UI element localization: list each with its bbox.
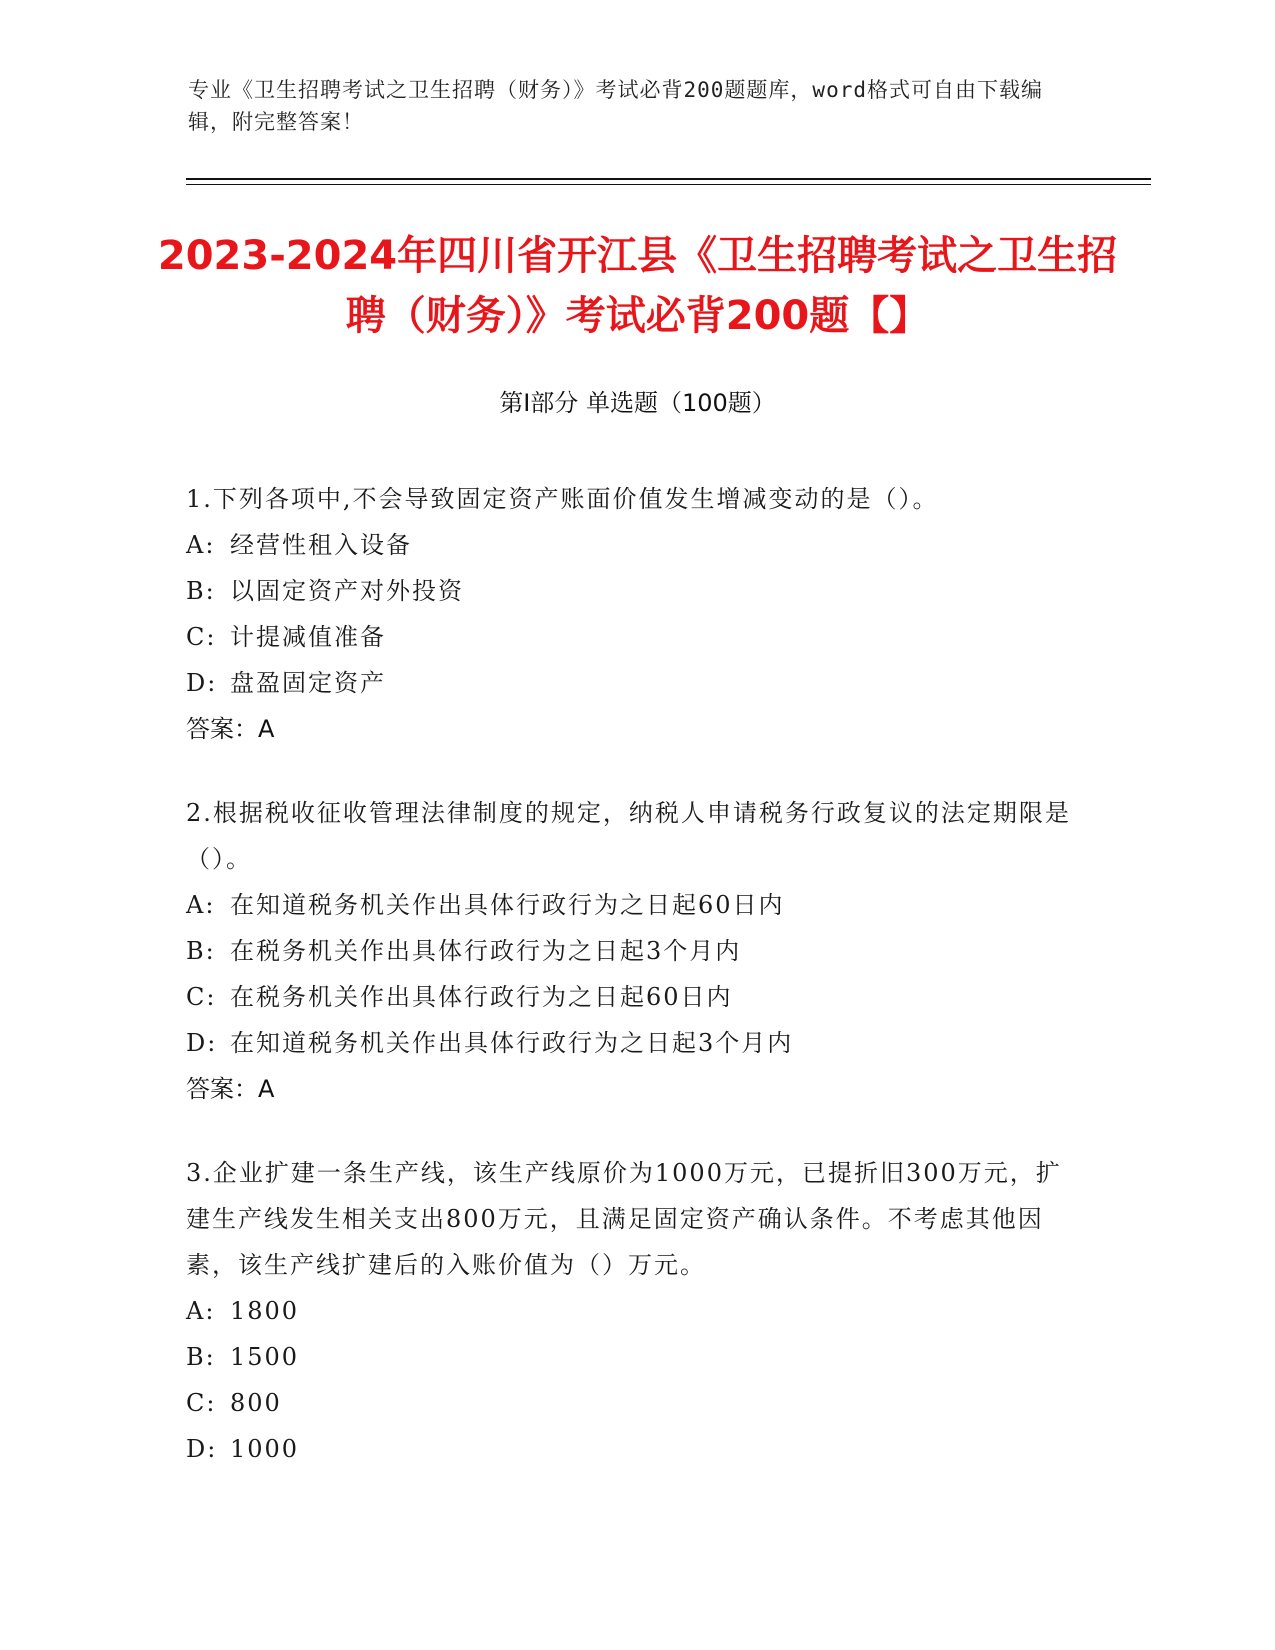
- question-1: [186, 476, 1076, 752]
- option-text: 800: [230, 1389, 282, 1417]
- option-letter: B:: [186, 1343, 216, 1371]
- option-text: 盘盈固定资产: [230, 669, 386, 697]
- question-stem: 3.企业扩建一条生产线，该生产线原价为1000万元，已提折旧300万元，扩建生产线发生相关支出800万元，且满足固定资产确认条件。不考虑其他因素，该生产线扩建后的入账价值为（）万元。: [186, 1159, 1062, 1279]
- question-3: [186, 1150, 1076, 1472]
- option-a: [186, 882, 1076, 928]
- option-letter: D:: [186, 669, 218, 697]
- option-text: 以固定资产对外投资: [230, 577, 464, 605]
- option-letter: B:: [186, 577, 216, 605]
- section-heading: 第Ⅰ部分 单选题（100题）: [499, 389, 776, 417]
- option-text: 经营性租入设备: [230, 531, 412, 559]
- option-d: [186, 1426, 1076, 1472]
- option-c: [186, 614, 1076, 660]
- option-a: [186, 1288, 1076, 1334]
- option-letter: A:: [186, 1297, 216, 1325]
- option-a: [186, 522, 1076, 568]
- header-divider-thick: [186, 178, 1151, 180]
- option-text: 在知道税务机关作出具体行政行为之日起60日内: [230, 891, 785, 919]
- option-letter: C:: [186, 623, 217, 651]
- option-text: 在税务机关作出具体行政行为之日起60日内: [230, 983, 733, 1011]
- option-b: [186, 1334, 1076, 1380]
- option-d: [186, 660, 1076, 706]
- option-b: [186, 928, 1076, 974]
- option-letter: D:: [186, 1435, 218, 1463]
- option-text: 在税务机关作出具体行政行为之日起3个月内: [230, 937, 742, 965]
- question-stem: 1.下列各项中,不会导致固定资产账面价值发生增减变动的是（）。: [186, 485, 939, 513]
- option-text: 1800: [230, 1297, 300, 1325]
- question-2: [186, 790, 1076, 1112]
- option-text: 计提减值准备: [230, 623, 386, 651]
- option-c: [186, 974, 1076, 1020]
- answer-line: 答案：A: [186, 1075, 275, 1103]
- option-letter: B:: [186, 937, 216, 965]
- document-title: 2023-2024年四川省开江县《卫生招聘考试之卫生招聘（财务）》考试必背200题【】: [157, 233, 1118, 339]
- option-letter: C:: [186, 1389, 217, 1417]
- question-list: [186, 476, 1076, 1510]
- option-text: 1000: [230, 1435, 300, 1463]
- option-d: [186, 1020, 1076, 1066]
- option-c: [186, 1380, 1076, 1426]
- option-text: 在知道税务机关作出具体行政行为之日起3个月内: [230, 1029, 794, 1057]
- option-b: [186, 568, 1076, 614]
- option-letter: A:: [186, 891, 216, 919]
- answer-line: 答案：A: [186, 715, 275, 743]
- question-stem: 2.根据税收征收管理法律制度的规定，纳税人申请税务行政复议的法定期限是（）。: [186, 799, 1071, 873]
- header-note: 专业《卫生招聘考试之卫生招聘（财务）》考试必背200题题库，word格式可自由下载编辑，附完整答案！: [188, 78, 1043, 134]
- option-letter: C:: [186, 983, 217, 1011]
- option-text: 1500: [230, 1343, 300, 1371]
- option-letter: D:: [186, 1029, 218, 1057]
- option-letter: A:: [186, 531, 216, 559]
- header-divider-thin: [186, 184, 1151, 185]
